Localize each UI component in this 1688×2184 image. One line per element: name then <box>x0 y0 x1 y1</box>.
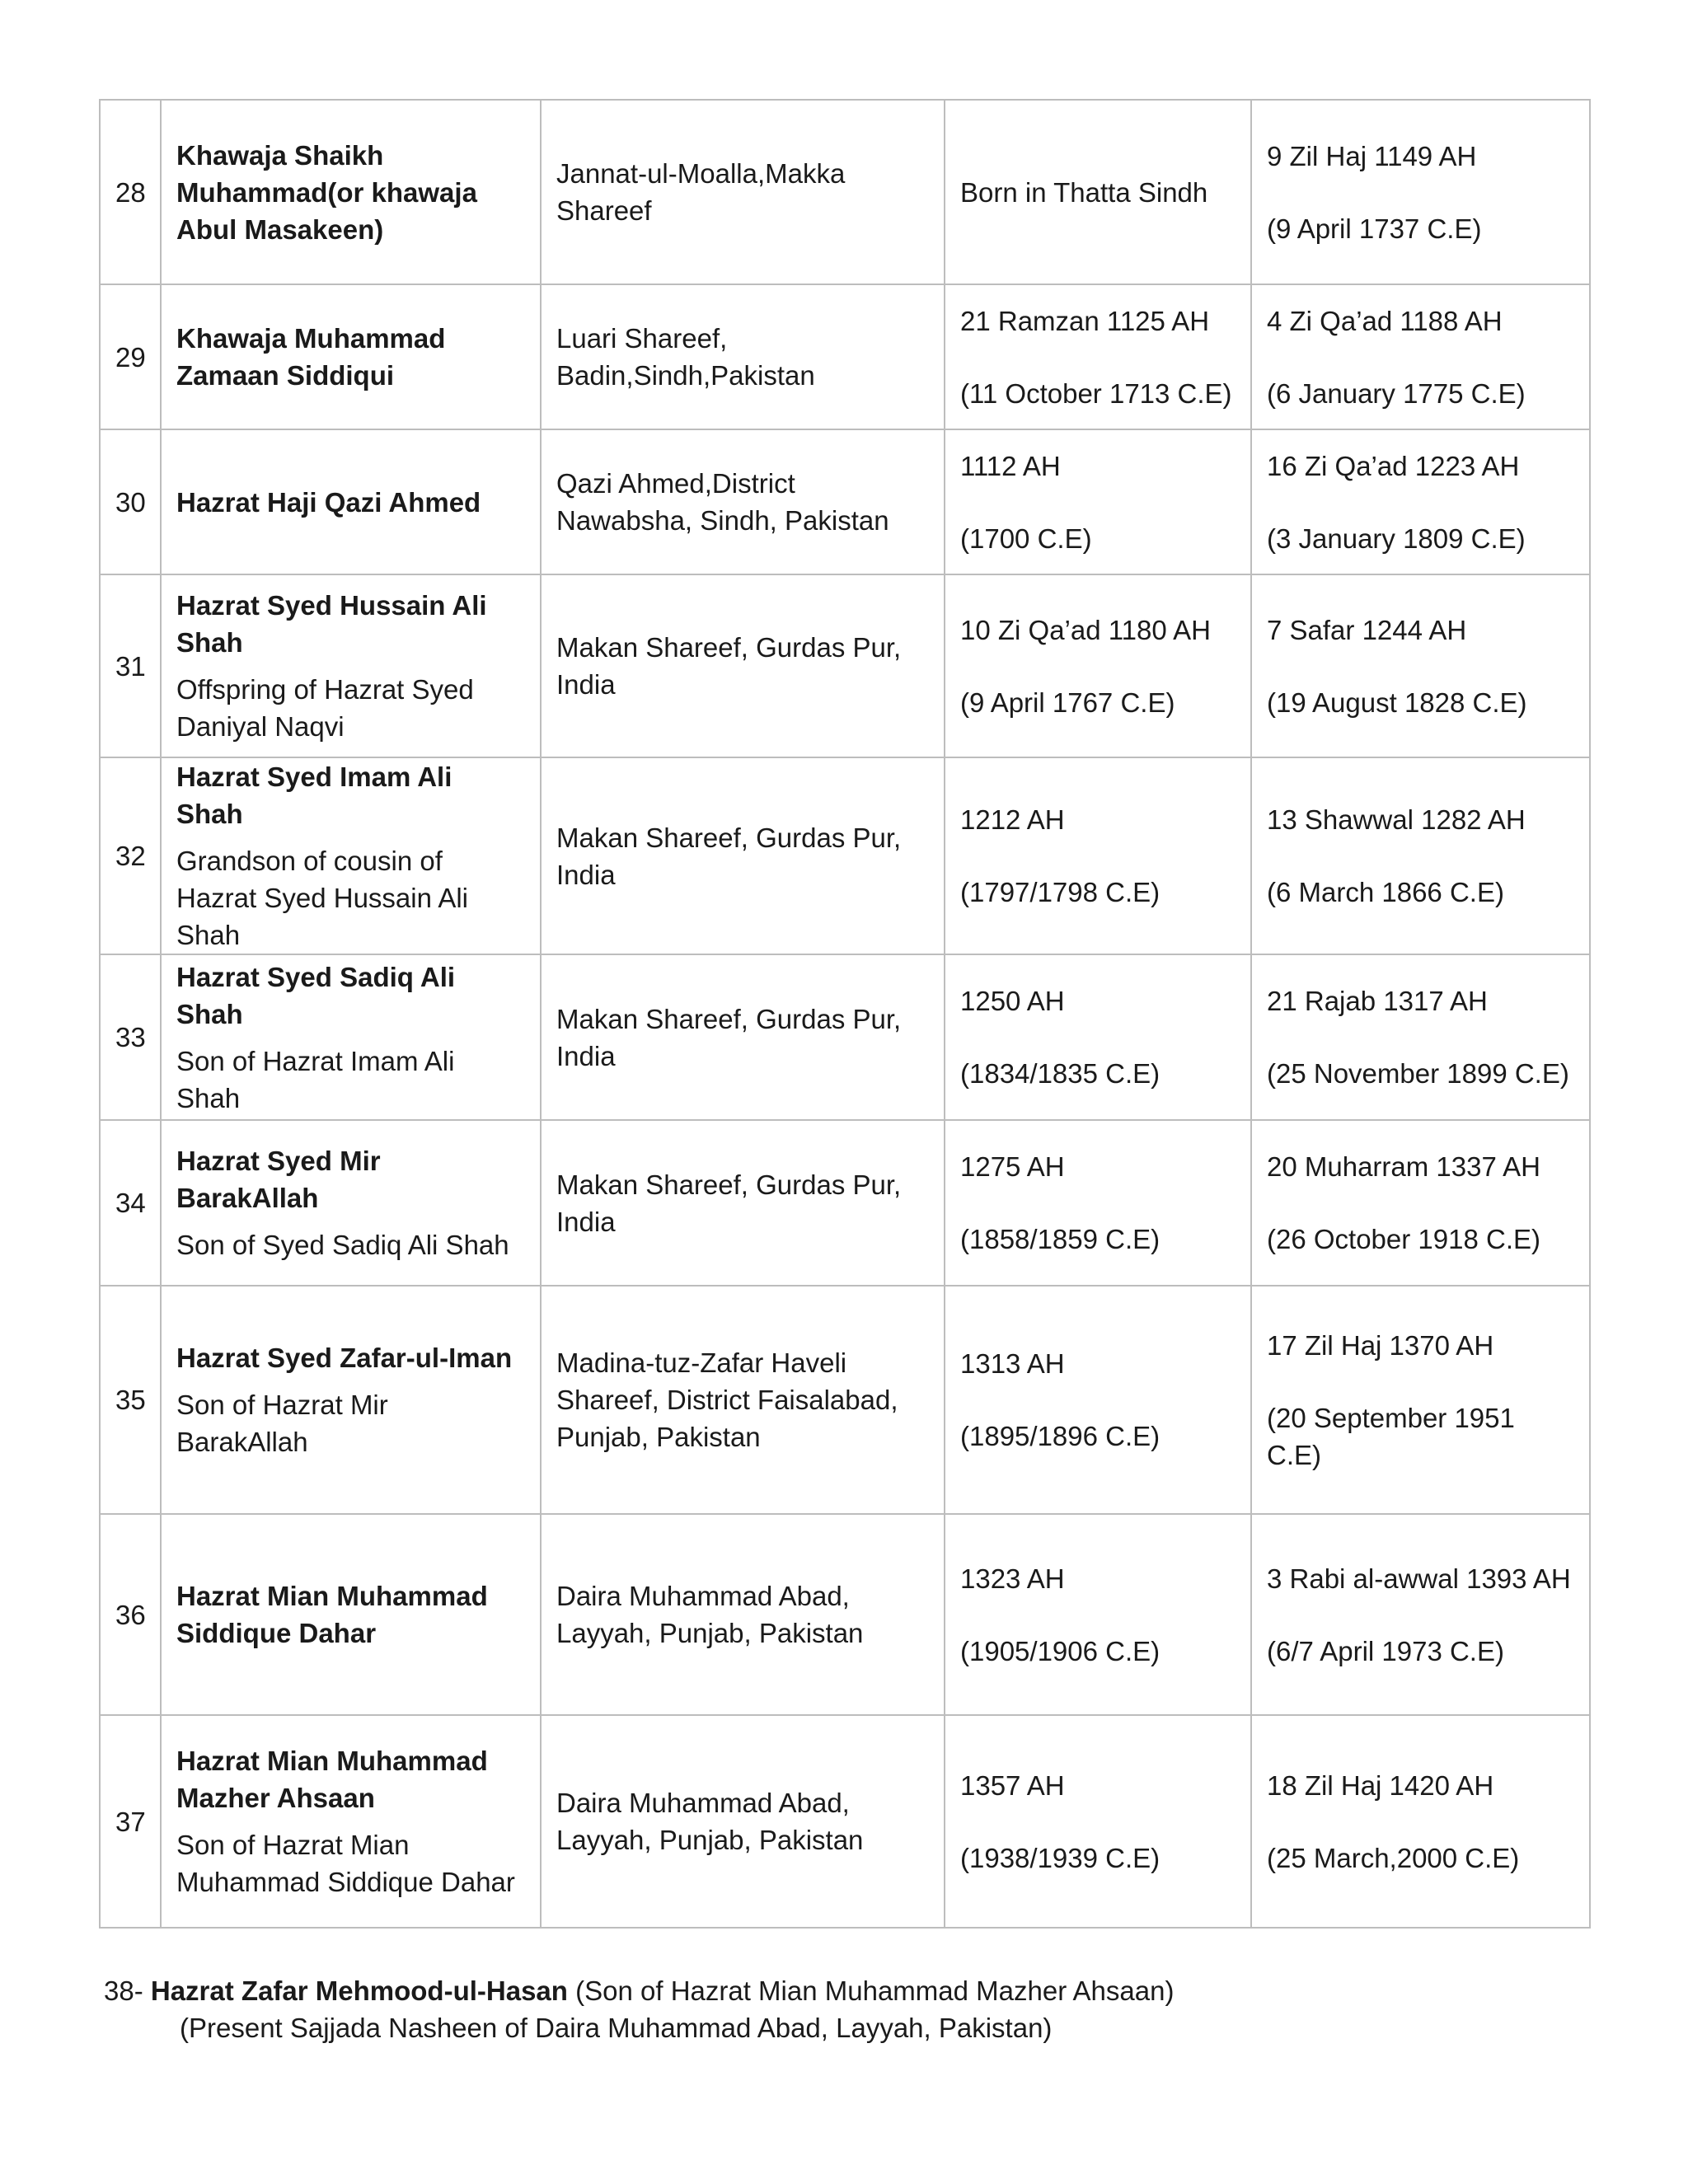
lineage-table <box>99 99 1591 1929</box>
name-cell <box>161 954 541 1120</box>
name-cell <box>161 1286 541 1514</box>
death-date-ce: (6 January 1775 C.E) <box>1267 377 1526 409</box>
place-cell: Madina-tuz-Zafar Haveli Shareef, District Faisalabad, Punjab, Pakistan <box>541 1286 945 1514</box>
name-cell <box>161 1514 541 1715</box>
birth-cell <box>945 100 1251 284</box>
place-cell: Daira Muhammad Abad, Layyah, Punjab, Pakistan <box>541 1715 945 1928</box>
saint-name: Hazrat Syed Imam Ali Shah <box>176 762 452 829</box>
saint-name: Khawaja Muhammad Zamaan Siddiqui <box>176 323 446 391</box>
table-row <box>100 954 1590 1120</box>
death-cell <box>1251 1120 1590 1286</box>
table-row <box>100 100 1590 284</box>
row-number: 31 <box>100 574 161 757</box>
death-date-ce: (25 March,2000 C.E) <box>1267 1842 1520 1873</box>
death-cell <box>1251 284 1590 429</box>
place-cell: Jannat-ul-Moalla,Makka Shareef <box>541 100 945 284</box>
relation-note: Grandson of cousin of Hazrat Syed Hussain Ali Shah <box>176 846 468 950</box>
saint-name: Khawaja Shaikh Muhammad(or khawaja Abul Masakeen) <box>176 139 477 245</box>
birth-date-ce: (1858/1859 C.E) <box>960 1224 1160 1254</box>
place-cell: Makan Shareef, Gurdas Pur, India <box>541 757 945 954</box>
name-cell <box>161 757 541 954</box>
table-row <box>100 1286 1590 1514</box>
name-cell <box>161 1120 541 1286</box>
death-date-ah: 20 Muharram 1337 AH <box>1267 1151 1541 1182</box>
birth-cell <box>945 574 1251 757</box>
birth-cell <box>945 1286 1251 1514</box>
birth-date-ce: (1905/1906 C.E) <box>960 1635 1160 1666</box>
place-cell: Qazi Ahmed,District Nawabsha, Sindh, Pakistan <box>541 429 945 574</box>
death-date-ah: 16 Zi Qa’ad 1223 AH <box>1267 450 1520 481</box>
table-row <box>100 757 1590 954</box>
row-number: 33 <box>100 954 161 1120</box>
table-row <box>100 1514 1590 1715</box>
footer-entry <box>104 1972 1587 2046</box>
row-number: 37 <box>100 1715 161 1928</box>
saint-name: Hazrat Syed Mir BarakAllah <box>176 1146 381 1213</box>
death-cell <box>1251 1514 1590 1715</box>
death-date-ce: (19 August 1828 C.E) <box>1267 687 1527 718</box>
place-cell: Luari Shareef, Badin,Sindh,Pakistan <box>541 284 945 429</box>
place-cell: Makan Shareef, Gurdas Pur, India <box>541 954 945 1120</box>
death-date-ah: 17 Zil Haj 1370 AH <box>1267 1329 1494 1361</box>
birth-date-ah: 1112 AH <box>960 450 1061 481</box>
birth-date-ah: 1357 AH <box>960 1769 1065 1801</box>
birth-date-ah: 1323 AH <box>960 1563 1065 1594</box>
row-number: 36 <box>100 1514 161 1715</box>
birth-date-ah: 1212 AH <box>960 804 1065 835</box>
death-date-ce: (26 October 1918 C.E) <box>1267 1224 1540 1254</box>
birth-cell <box>945 954 1251 1120</box>
birth-cell <box>945 1514 1251 1715</box>
name-cell <box>161 429 541 574</box>
death-date-ce: (3 January 1809 C.E) <box>1267 523 1526 554</box>
footer-relation: (Son of Hazrat Mian Muhammad Mazher Ahsaan) <box>575 1975 1175 2006</box>
birth-cell <box>945 1715 1251 1928</box>
death-date-ah: 4 Zi Qa’ad 1188 AH <box>1267 305 1503 336</box>
death-cell <box>1251 954 1590 1120</box>
death-date-ah: 21 Rajab 1317 AH <box>1267 986 1488 1016</box>
death-cell <box>1251 1715 1590 1928</box>
saint-name: Hazrat Syed Sadiq Ali Shah <box>176 961 456 1029</box>
birth-date-ce: (1895/1896 C.E) <box>960 1421 1160 1451</box>
birth-date-ce: (1938/1939 C.E) <box>960 1842 1160 1873</box>
table-row <box>100 284 1590 429</box>
table-row <box>100 1120 1590 1286</box>
death-date-ah: 18 Zil Haj 1420 AH <box>1267 1769 1494 1801</box>
saint-name: Hazrat Syed Zafar-ul-Iman <box>176 1343 513 1373</box>
birth-date-ah: 1275 AH <box>960 1151 1065 1182</box>
birth-date-ah: 1313 AH <box>960 1348 1065 1379</box>
saint-name: Hazrat Mian Muhammad Mazher Ahsaan <box>176 1746 488 1813</box>
row-number: 32 <box>100 757 161 954</box>
name-cell <box>161 1715 541 1928</box>
birth-date-ce: (1700 C.E) <box>960 523 1092 554</box>
footer-note: (Present Sajjada Nasheen of Daira Muhammad Abad, Layyah, Pakistan) <box>180 2013 1053 2043</box>
relation-note: Son of Hazrat Mian Muhammad Siddique Dahar <box>176 1830 515 1897</box>
birth-date-ah: 21 Ramzan 1125 AH <box>960 305 1210 336</box>
birth-cell <box>945 757 1251 954</box>
saint-name: Hazrat Haji Qazi Ahmed <box>176 486 481 518</box>
row-number: 35 <box>100 1286 161 1514</box>
death-cell <box>1251 574 1590 757</box>
saint-name: Hazrat Mian Muhammad Siddique Dahar <box>176 1581 488 1648</box>
place-cell: Daira Muhammad Abad, Layyah, Punjab, Pakistan <box>541 1514 945 1715</box>
birth-date-ce: (1797/1798 C.E) <box>960 877 1160 907</box>
name-cell <box>161 574 541 757</box>
death-date-ah: 9 Zil Haj 1149 AH <box>1267 140 1477 171</box>
birth-date: Born in Thatta Sindh <box>960 176 1208 208</box>
death-cell <box>1251 100 1590 284</box>
death-date-ce: (6/7 April 1973 C.E) <box>1267 1635 1504 1666</box>
birth-cell <box>945 284 1251 429</box>
row-number: 34 <box>100 1120 161 1286</box>
relation-note: Son of Syed Sadiq Ali Shah <box>176 1230 509 1260</box>
birth-date-ah: 10 Zi Qa’ad 1180 AH <box>960 614 1211 645</box>
place-cell: Makan Shareef, Gurdas Pur, India <box>541 574 945 757</box>
birth-cell <box>945 429 1251 574</box>
table-row <box>100 1715 1590 1928</box>
birth-date-ah: 1250 AH <box>960 986 1065 1016</box>
footer-number: 38- <box>104 1975 143 2006</box>
death-date-ce: (9 April 1737 C.E) <box>1267 213 1482 244</box>
relation-note: Son of Hazrat Imam Ali Shah <box>176 1045 455 1113</box>
death-date-ah: 7 Safar 1244 AH <box>1267 614 1467 645</box>
saint-name: Hazrat Syed Hussain Ali Shah <box>176 590 487 658</box>
death-date-ce: (20 September 1951 C.E) <box>1267 1402 1515 1470</box>
row-number: 28 <box>100 100 161 284</box>
place-cell: Makan Shareef, Gurdas Pur, India <box>541 1120 945 1286</box>
death-date-ah: 13 Shawwal 1282 AH <box>1267 804 1526 835</box>
birth-date-ce: (11 October 1713 C.E) <box>960 377 1232 409</box>
death-date-ah: 3 Rabi al-awwal 1393 AH <box>1267 1563 1571 1594</box>
relation-note: Offspring of Hazrat Syed Daniyal Naqvi <box>176 674 474 742</box>
death-cell <box>1251 757 1590 954</box>
birth-date-ce: (1834/1835 C.E) <box>960 1058 1160 1089</box>
death-cell <box>1251 1286 1590 1514</box>
death-date-ce: (25 November 1899 C.E) <box>1267 1058 1569 1089</box>
birth-date-ce: (9 April 1767 C.E) <box>960 687 1175 718</box>
table-row <box>100 429 1590 574</box>
footer-name: Hazrat Zafar Mehmood-ul-Hasan <box>150 1975 568 2006</box>
death-cell <box>1251 429 1590 574</box>
row-number: 29 <box>100 284 161 429</box>
relation-note: Son of Hazrat Mir BarakAllah <box>176 1390 388 1457</box>
name-cell <box>161 284 541 429</box>
table-row <box>100 574 1590 757</box>
death-date-ce: (6 March 1866 C.E) <box>1267 877 1504 907</box>
row-number: 30 <box>100 429 161 574</box>
birth-cell <box>945 1120 1251 1286</box>
name-cell <box>161 100 541 284</box>
